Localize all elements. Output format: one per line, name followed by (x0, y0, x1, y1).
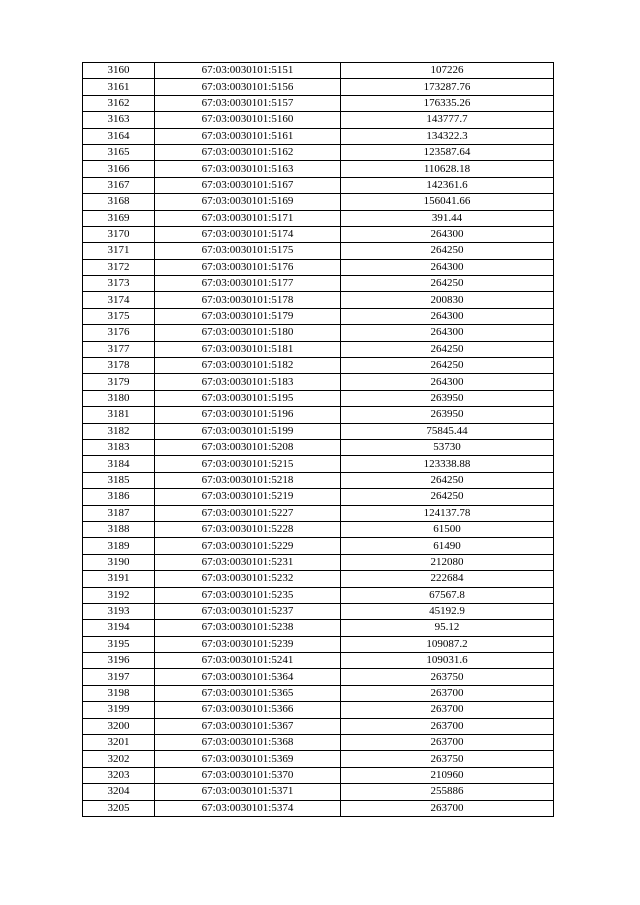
table-row (83, 63, 554, 79)
value-cell: 263700 (341, 800, 554, 816)
row-number-cell: 3183 (83, 439, 155, 455)
cadastral-number-cell: 67:03:0030101:5237 (155, 603, 341, 619)
cadastral-number-cell: 67:03:0030101:5215 (155, 456, 341, 472)
value-cell: 67567.8 (341, 587, 554, 603)
row-number-cell: 3182 (83, 423, 155, 439)
row-number-cell: 3169 (83, 210, 155, 226)
cadastral-number-cell: 67:03:0030101:5175 (155, 243, 341, 259)
value-cell: 212080 (341, 554, 554, 570)
value-cell: 75845.44 (341, 423, 554, 439)
table-row (83, 505, 554, 521)
row-number-cell: 3175 (83, 308, 155, 324)
value-cell: 263750 (341, 751, 554, 767)
row-number-cell: 3204 (83, 784, 155, 800)
value-cell: 264300 (341, 308, 554, 324)
table-row (83, 767, 554, 783)
table-row (83, 276, 554, 292)
table-row (83, 407, 554, 423)
cadastral-number-cell: 67:03:0030101:5174 (155, 226, 341, 242)
cadastral-number-cell: 67:03:0030101:5235 (155, 587, 341, 603)
cadastral-number-cell: 67:03:0030101:5157 (155, 95, 341, 111)
row-number-cell: 3200 (83, 718, 155, 734)
row-number-cell: 3197 (83, 669, 155, 685)
cadastral-number-cell: 67:03:0030101:5374 (155, 800, 341, 816)
table-row (83, 194, 554, 210)
value-cell: 109087.2 (341, 636, 554, 652)
row-number-cell: 3192 (83, 587, 155, 603)
cadastral-number-cell: 67:03:0030101:5371 (155, 784, 341, 800)
row-number-cell: 3199 (83, 702, 155, 718)
value-cell: 264300 (341, 226, 554, 242)
cadastral-number-cell: 67:03:0030101:5163 (155, 161, 341, 177)
table-row (83, 653, 554, 669)
table-row (83, 735, 554, 751)
value-cell: 263700 (341, 685, 554, 701)
table-row (83, 292, 554, 308)
cadastral-number-cell: 67:03:0030101:5208 (155, 439, 341, 455)
row-number-cell: 3178 (83, 358, 155, 374)
value-cell: 142361.6 (341, 177, 554, 193)
table-row (83, 800, 554, 816)
row-number-cell: 3188 (83, 521, 155, 537)
table-row (83, 112, 554, 128)
cadastral-number-cell: 67:03:0030101:5227 (155, 505, 341, 521)
cadastral-number-cell: 67:03:0030101:5229 (155, 538, 341, 554)
value-cell: 264250 (341, 489, 554, 505)
table-row (83, 325, 554, 341)
cadastral-number-cell: 67:03:0030101:5180 (155, 325, 341, 341)
table-row (83, 161, 554, 177)
cadastral-number-cell: 67:03:0030101:5177 (155, 276, 341, 292)
row-number-cell: 3172 (83, 259, 155, 275)
row-number-cell: 3166 (83, 161, 155, 177)
value-cell: 109031.6 (341, 653, 554, 669)
row-number-cell: 3176 (83, 325, 155, 341)
row-number-cell: 3162 (83, 95, 155, 111)
table-row (83, 390, 554, 406)
cadastral-number-cell: 67:03:0030101:5195 (155, 390, 341, 406)
row-number-cell: 3203 (83, 767, 155, 783)
value-cell: 107226 (341, 63, 554, 79)
value-cell: 176335.26 (341, 95, 554, 111)
cadastral-number-cell: 67:03:0030101:5183 (155, 374, 341, 390)
value-cell: 134322.3 (341, 128, 554, 144)
cadastral-number-cell: 67:03:0030101:5365 (155, 685, 341, 701)
value-cell: 263950 (341, 390, 554, 406)
table-row (83, 374, 554, 390)
table-row (83, 308, 554, 324)
value-cell: 222684 (341, 571, 554, 587)
row-number-cell: 3185 (83, 472, 155, 488)
table-row (83, 439, 554, 455)
cadastral-number-cell: 67:03:0030101:5176 (155, 259, 341, 275)
row-number-cell: 3167 (83, 177, 155, 193)
table-row (83, 423, 554, 439)
table-row (83, 603, 554, 619)
cadastral-number-cell: 67:03:0030101:5239 (155, 636, 341, 652)
row-number-cell: 3181 (83, 407, 155, 423)
table-row (83, 554, 554, 570)
row-number-cell: 3194 (83, 620, 155, 636)
table-row (83, 489, 554, 505)
row-number-cell: 3174 (83, 292, 155, 308)
row-number-cell: 3180 (83, 390, 155, 406)
cadastral-number-cell: 67:03:0030101:5167 (155, 177, 341, 193)
cadastral-number-cell: 67:03:0030101:5370 (155, 767, 341, 783)
cadastral-number-cell: 67:03:0030101:5241 (155, 653, 341, 669)
value-cell: 61500 (341, 521, 554, 537)
value-cell: 264250 (341, 358, 554, 374)
value-cell: 264250 (341, 472, 554, 488)
cadastral-value-table (82, 62, 554, 817)
table-row (83, 259, 554, 275)
table-row (83, 243, 554, 259)
row-number-cell: 3170 (83, 226, 155, 242)
value-cell: 53730 (341, 439, 554, 455)
value-cell: 61490 (341, 538, 554, 554)
table-row (83, 685, 554, 701)
table-row (83, 571, 554, 587)
value-cell: 263700 (341, 735, 554, 751)
cadastral-number-cell: 67:03:0030101:5151 (155, 63, 341, 79)
value-cell: 263700 (341, 718, 554, 734)
cadastral-number-cell: 67:03:0030101:5231 (155, 554, 341, 570)
cadastral-number-cell: 67:03:0030101:5156 (155, 79, 341, 95)
cadastral-number-cell: 67:03:0030101:5178 (155, 292, 341, 308)
row-number-cell: 3195 (83, 636, 155, 652)
cadastral-number-cell: 67:03:0030101:5160 (155, 112, 341, 128)
value-cell: 210960 (341, 767, 554, 783)
cadastral-number-cell: 67:03:0030101:5179 (155, 308, 341, 324)
value-cell: 264300 (341, 325, 554, 341)
table-row (83, 718, 554, 734)
value-cell: 264300 (341, 374, 554, 390)
value-cell: 264250 (341, 276, 554, 292)
row-number-cell: 3191 (83, 571, 155, 587)
table-row (83, 341, 554, 357)
cadastral-number-cell: 67:03:0030101:5181 (155, 341, 341, 357)
row-number-cell: 3187 (83, 505, 155, 521)
row-number-cell: 3189 (83, 538, 155, 554)
value-cell: 95.12 (341, 620, 554, 636)
table-row (83, 636, 554, 652)
row-number-cell: 3198 (83, 685, 155, 701)
row-number-cell: 3160 (83, 63, 155, 79)
table-row (83, 784, 554, 800)
table-row (83, 177, 554, 193)
table-row (83, 620, 554, 636)
row-number-cell: 3168 (83, 194, 155, 210)
row-number-cell: 3202 (83, 751, 155, 767)
value-cell: 123587.64 (341, 144, 554, 160)
row-number-cell: 3171 (83, 243, 155, 259)
table-row (83, 751, 554, 767)
value-cell: 264300 (341, 259, 554, 275)
table-row (83, 358, 554, 374)
row-number-cell: 3177 (83, 341, 155, 357)
value-cell: 263700 (341, 702, 554, 718)
value-cell: 124137.78 (341, 505, 554, 521)
table-body (83, 63, 554, 817)
value-cell: 110628.18 (341, 161, 554, 177)
row-number-cell: 3196 (83, 653, 155, 669)
cadastral-number-cell: 67:03:0030101:5238 (155, 620, 341, 636)
cadastral-number-cell: 67:03:0030101:5196 (155, 407, 341, 423)
cadastral-number-cell: 67:03:0030101:5169 (155, 194, 341, 210)
table-row (83, 521, 554, 537)
cadastral-number-cell: 67:03:0030101:5182 (155, 358, 341, 374)
row-number-cell: 3190 (83, 554, 155, 570)
row-number-cell: 3205 (83, 800, 155, 816)
table-row (83, 702, 554, 718)
value-cell: 173287.76 (341, 79, 554, 95)
cadastral-number-cell: 67:03:0030101:5368 (155, 735, 341, 751)
table-row (83, 669, 554, 685)
cadastral-number-cell: 67:03:0030101:5218 (155, 472, 341, 488)
cadastral-number-cell: 67:03:0030101:5161 (155, 128, 341, 144)
table-row (83, 95, 554, 111)
cadastral-number-cell: 67:03:0030101:5364 (155, 669, 341, 685)
value-cell: 391.44 (341, 210, 554, 226)
row-number-cell: 3165 (83, 144, 155, 160)
value-cell: 45192.9 (341, 603, 554, 619)
cadastral-number-cell: 67:03:0030101:5232 (155, 571, 341, 587)
row-number-cell: 3173 (83, 276, 155, 292)
cadastral-number-cell: 67:03:0030101:5171 (155, 210, 341, 226)
table-row (83, 456, 554, 472)
row-number-cell: 3193 (83, 603, 155, 619)
table-row (83, 128, 554, 144)
table-row (83, 226, 554, 242)
value-cell: 200830 (341, 292, 554, 308)
table-row (83, 538, 554, 554)
table-row (83, 472, 554, 488)
row-number-cell: 3161 (83, 79, 155, 95)
cadastral-number-cell: 67:03:0030101:5367 (155, 718, 341, 734)
value-cell: 156041.66 (341, 194, 554, 210)
cadastral-number-cell: 67:03:0030101:5219 (155, 489, 341, 505)
table-row (83, 144, 554, 160)
table-row (83, 587, 554, 603)
value-cell: 263750 (341, 669, 554, 685)
row-number-cell: 3186 (83, 489, 155, 505)
value-cell: 255886 (341, 784, 554, 800)
value-cell: 264250 (341, 341, 554, 357)
row-number-cell: 3201 (83, 735, 155, 751)
row-number-cell: 3163 (83, 112, 155, 128)
cadastral-number-cell: 67:03:0030101:5369 (155, 751, 341, 767)
row-number-cell: 3179 (83, 374, 155, 390)
table-row (83, 79, 554, 95)
row-number-cell: 3164 (83, 128, 155, 144)
row-number-cell: 3184 (83, 456, 155, 472)
cadastral-number-cell: 67:03:0030101:5162 (155, 144, 341, 160)
value-cell: 123338.88 (341, 456, 554, 472)
table-row (83, 210, 554, 226)
value-cell: 143777.7 (341, 112, 554, 128)
value-cell: 264250 (341, 243, 554, 259)
cadastral-number-cell: 67:03:0030101:5199 (155, 423, 341, 439)
cadastral-number-cell: 67:03:0030101:5228 (155, 521, 341, 537)
cadastral-number-cell: 67:03:0030101:5366 (155, 702, 341, 718)
value-cell: 263950 (341, 407, 554, 423)
